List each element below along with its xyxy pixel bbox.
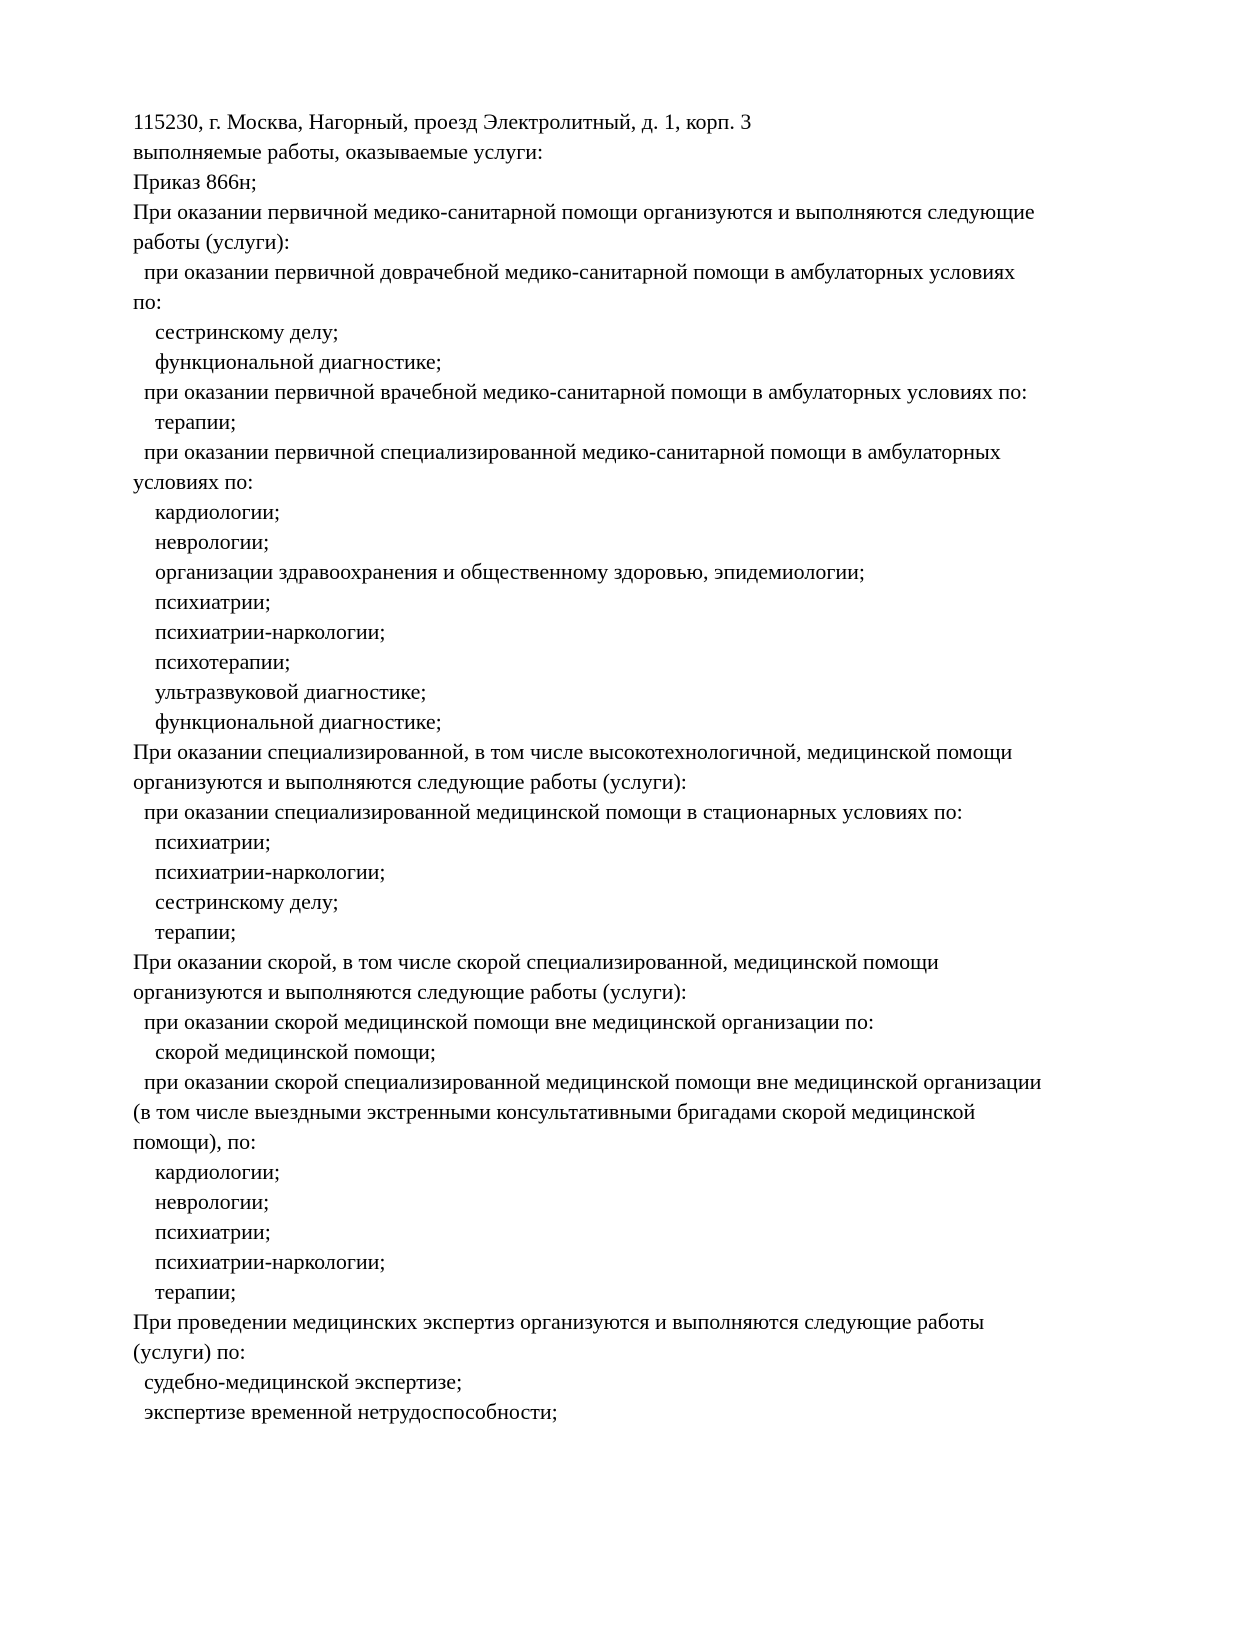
document-body xyxy=(133,107,1133,1427)
text-line: При оказании специализированной, в том числе высокотехнологичной, медицинской помощи xyxy=(133,739,1013,764)
text-line: психиатрии-наркологии; xyxy=(155,1249,386,1274)
text-line: организуются и выполняются следующие работы (услуги): xyxy=(133,979,687,1004)
text-line: условиях по: xyxy=(133,469,254,494)
text-line: При оказании первичной медико-санитарной помощи организуются и выполняются следующие xyxy=(133,199,1035,224)
text-line: психиатрии-наркологии; xyxy=(155,619,386,644)
text-line: судебно-медицинской экспертизе; xyxy=(144,1369,463,1394)
text-line: психиатрии; xyxy=(155,589,271,614)
text-line: ультразвуковой диагностике; xyxy=(155,679,427,704)
text-line: при оказании скорой специализированной медицинской помощи вне медицинской организации xyxy=(144,1069,1042,1094)
text-line: функциональной диагностике; xyxy=(155,709,442,734)
text-line: терапии; xyxy=(155,919,237,944)
text-line: психиатрии; xyxy=(155,1219,271,1244)
text-line: Приказ 866н; xyxy=(133,169,257,194)
text-line: работы (услуги): xyxy=(133,229,290,254)
text-line: неврологии; xyxy=(155,529,270,554)
text-line: при оказании первичной специализированной медико-санитарной помощи в амбулаторных xyxy=(144,439,1001,464)
text-line: организации здравоохранения и общественному здоровью, эпидемиологии; xyxy=(155,559,866,584)
text-line: скорой медицинской помощи; xyxy=(155,1039,437,1064)
text-line: 115230, г. Москва, Нагорный, проезд Электролитный, д. 1, корп. 3 xyxy=(133,109,752,134)
text-line: психиатрии-наркологии; xyxy=(155,859,386,884)
text-line: терапии; xyxy=(155,409,237,434)
text-line: (услуги) по: xyxy=(133,1339,246,1364)
text-line: при оказании первичной доврачебной медико-санитарной помощи в амбулаторных условиях xyxy=(144,259,1016,284)
text-line: кардиологии; xyxy=(155,499,281,524)
text-line: При проведении медицинских экспертиз организуются и выполняются следующие работы xyxy=(133,1309,985,1334)
text-line: психиатрии; xyxy=(155,829,271,854)
text-line: терапии; xyxy=(155,1279,237,1304)
text-line: при оказании специализированной медицинской помощи в стационарных условиях по: xyxy=(144,799,963,824)
text-line: неврологии; xyxy=(155,1189,270,1214)
text-line: при оказании скорой медицинской помощи вне медицинской организации по: xyxy=(144,1009,875,1034)
text-line: экспертизе временной нетрудоспособности; xyxy=(144,1399,558,1424)
text-line: функциональной диагностике; xyxy=(155,349,442,374)
text-line: психотерапии; xyxy=(155,649,291,674)
text-line: (в том числе выездными экстренными консультативными бригадами скорой медицинской xyxy=(133,1099,976,1124)
text-line: выполняемые работы, оказываемые услуги: xyxy=(133,139,544,164)
text-line: при оказании первичной врачебной медико-санитарной помощи в амбулаторных условиях по: xyxy=(144,379,1028,404)
text-line: по: xyxy=(133,289,162,314)
text-line: При оказании скорой, в том числе скорой специализированной, медицинской помощи xyxy=(133,949,939,974)
text-line: сестринскому делу; xyxy=(155,889,339,914)
text-line: сестринскому делу; xyxy=(155,319,339,344)
text-line: кардиологии; xyxy=(155,1159,281,1184)
text-line: помощи), по: xyxy=(133,1129,257,1154)
text-line: организуются и выполняются следующие работы (услуги): xyxy=(133,769,687,794)
